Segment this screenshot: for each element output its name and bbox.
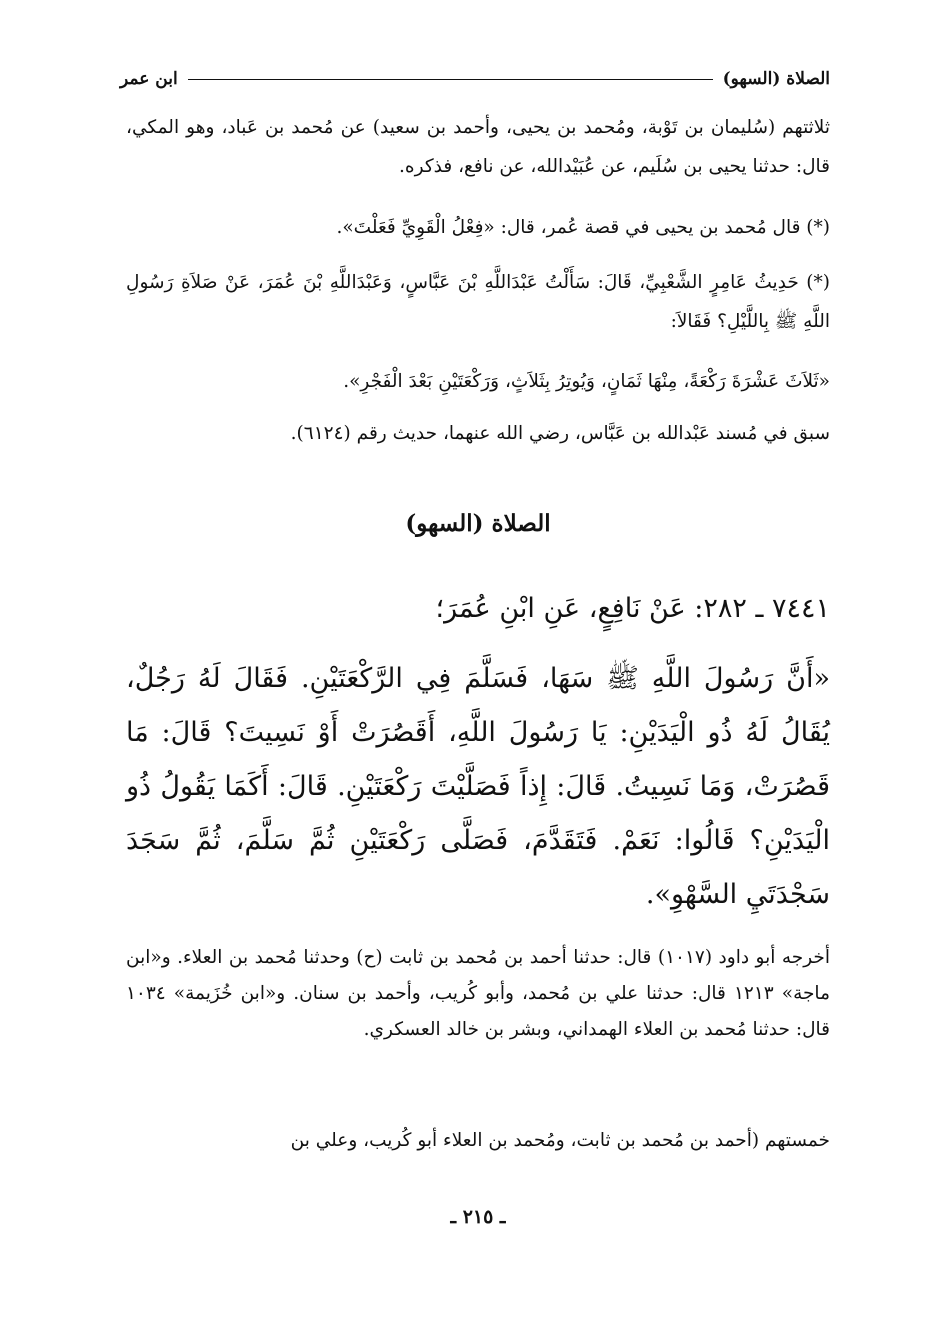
hadith-matn: «أَنَّ رَسُولَ اللَّهِ ﷺ سَهَا، فَسَلَّمَ فِي الرَّكْعَتَيْنِ. فَقَالَ لَهُ رَجُلٌ، يُقَالُ لَهُ ذُو الْيَدَيْنِ: يَا رَسُولَ اللَّهِ، أَقَصُرَتْ أَوْ نَسِيتَ؟ قَالَ: مَا قَصُرَتْ، وَمَا نَسِيتُ. قَالَ: إِذاً فَصَلَّيْتَ رَكْعَتَيْنِ. قَالَ: أَكَمَا يَقُولُ ذُو الْيَدَيْنِ؟ قَالُوا: نَعَمْ. فَتَقَدَّمَ، فَصَلَّى رَكْعَتَيْنِ ثُمَّ سَلَّمَ، ثُمَّ سَجَدَ سَجْدَتَيِ السَّهْوِ». — [126, 663, 830, 910]
related-hadith-paragraph: (*) حَدِيثُ عَامِرٍ الشَّعْبِيِّ، قَالَ: سَأَلْتُ عَبْدَاللَّهِ بْنَ عَبَّاسٍ، وَعَبْدَاللَّهِ بْنَ عُمَرَ، عَنْ صَلاَةِ رَسُولِ اللَّهِ ﷺ بِاللَّيْلِ؟ فَقَالاَ: — [126, 272, 830, 332]
takhrij-continuation: خمستهم (أحمد بن مُحمد بن ثابت، ومُحمد بن العلاء أبو كُريب، وعلي بن — [290, 1130, 830, 1151]
header-section-title: الصلاة (السهو) — [722, 69, 830, 89]
related-hadith-text: «ثَلاَثَ عَشْرَةَ رَكْعَةً، مِنْهَا ثَمَانٍ، وَيُوتِرُ بِثَلاَثٍ، وَرَكْعَتَيْنِ بَعْدَ الْفَجْرِ». — [343, 371, 830, 392]
note-paragraph: (*) قال مُحمد بن يحيى في قصة عُمر، قال: «فِعْلُ الْقَوِيِّ فَعَلْتَ». — [336, 217, 830, 238]
header-rule — [188, 79, 713, 80]
cross-reference: سبق في مُسند عَبْدالله بن عَبَّاس، رضي الله عنهما، حديث رقم (٦١٢٤). — [290, 423, 830, 444]
narration-paragraph: ثلاثتهم (سُليمان بن تَوْبة، ومُحمد بن يحيى، وأحمد بن سعيد) عن مُحمد بن عَباد، وهو المكي، قال: حدثنا يحيى بن سُلَيم، عن عُبَيْدالله، عن نافع، فذكره. — [126, 117, 830, 177]
section-heading: الصلاة (السهو) — [405, 510, 551, 537]
running-header — [120, 64, 830, 94]
page-number: ـ ٢١٥ ـ — [450, 1206, 506, 1228]
header-narrator: ابن عمر — [120, 69, 178, 89]
takhrij-paragraph: أخرجه أبو داود (١٠١٧) قال: حدثنا أحمد بن مُحمد بن ثابت (ح) وحدثنا مُحمد بن العلاء. و«ابن ماجة» ١٢١٣ قال: حدثنا علي بن مُحمد، وأبو كُريب، وأحمد بن سنان. و«ابن خُزَيمة» ١٠٣٤ قال: حدثنا مُحمد بن العلاء الهمداني، وبشر بن خالد العسكري. — [126, 947, 830, 1040]
hadith-number-line: ٧٤٤١ ـ ٢٨٢: عَنْ نَافِعٍ، عَنِ ابْنِ عُمَرَ؛ — [435, 593, 830, 624]
